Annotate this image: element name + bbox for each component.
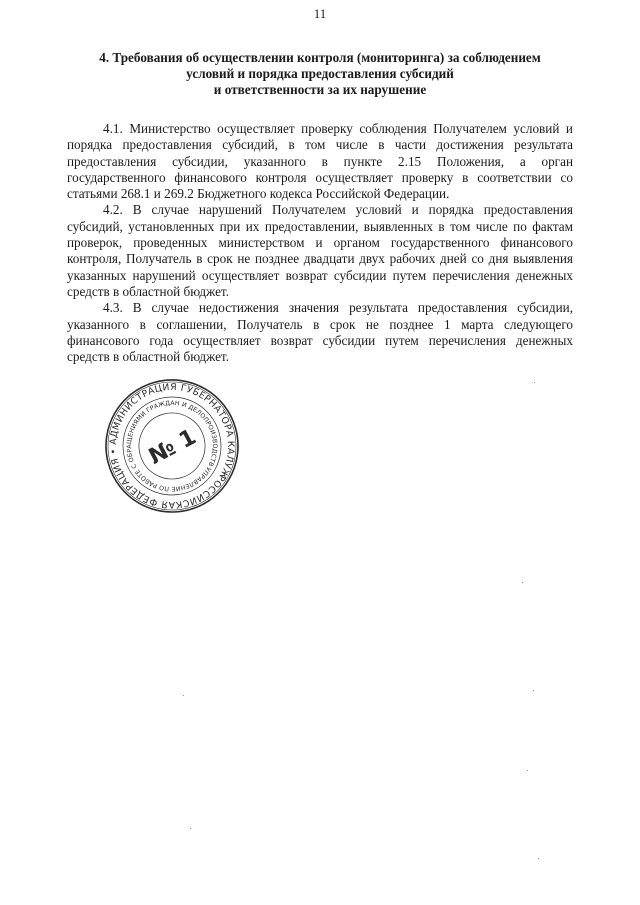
text-line: средств в областной бюджет. [67, 349, 229, 365]
section-title-line-3: и ответственности за их нарушение [213, 82, 427, 97]
scan-speck [534, 382, 535, 383]
section-title-line-2: условий и порядка предоставления субсидий [186, 66, 454, 81]
text-line: порядка предоставления субсидий, в том числе в части достижения результата [67, 137, 573, 153]
text-line: предоставления субсидии, указанного в пункте 2.15 Положения, а орган [67, 153, 573, 169]
text-line: субсидий, установленных при их предоставлении, выявленных в том числе по фактам [67, 218, 573, 234]
scan-speck [538, 858, 539, 859]
text-line: статьями 268.1 и 269.2 Бюджетного кодекса Российской Федерации. [67, 186, 450, 202]
paragraph-4-1 [67, 121, 573, 202]
scan-speck [527, 770, 528, 771]
text-line: финансового года осуществляет возврат субсидии путем перечисления денежных [67, 332, 573, 348]
scan-speck [522, 582, 523, 583]
paragraph-4-3 [67, 300, 573, 365]
text-line: государственного финансового контроля осуществляет проверку в соответствии со [67, 169, 573, 185]
scan-speck [183, 695, 184, 696]
text-line: проверок, проведенных министерством и органом государственного финансового [67, 235, 573, 251]
text-line: 4.3. В случае недостижения значения результата предоставления субсидии, [103, 300, 573, 316]
text-line: 4.1. Министерство осуществляет проверку соблюдения Получателем условий и [103, 121, 573, 136]
scan-speck [533, 690, 534, 691]
text-line: указанных нарушений осуществляет возврат субсидии путем перечисления денежных [67, 267, 573, 283]
section-title [70, 50, 570, 98]
document-body [67, 121, 573, 365]
text-line: указанного в соглашении, Получатель в срок не позднее 1 марта следующего [67, 316, 573, 332]
paragraph-4-2 [67, 202, 573, 300]
stamp-outer-text: РОССИЙСКАЯ ФЕДЕРАЦИЯ • АДМИНИСТРАЦИЯ ГУБЕРНАТОРА КАЛУЖСКОЙ [107, 381, 237, 511]
stamp-number: № 1 [145, 424, 201, 470]
stamp-inner-text: УПРАВЛЕНИЕ ПО РАБОТЕ С ОБРАЩЕНИЯМИ ГРАЖДАН И ДЕЛОПРОИЗВОДСТВА [125, 399, 219, 493]
text-line: 4.2. В случае нарушений Получателем условий и порядка предоставления [103, 202, 573, 218]
scan-speck [190, 828, 191, 829]
section-title-line-1: 4. Требования об осуществлении контроля (мониторинга) за соблюдением [99, 50, 541, 65]
official-stamp [104, 378, 240, 514]
page-number: 11 [313, 6, 327, 21]
text-line: средств в областной бюджет. [67, 283, 229, 299]
text-line: контроля, Получатель в срок не позднее двадцати двух рабочих дней со дня выявления [67, 251, 573, 267]
